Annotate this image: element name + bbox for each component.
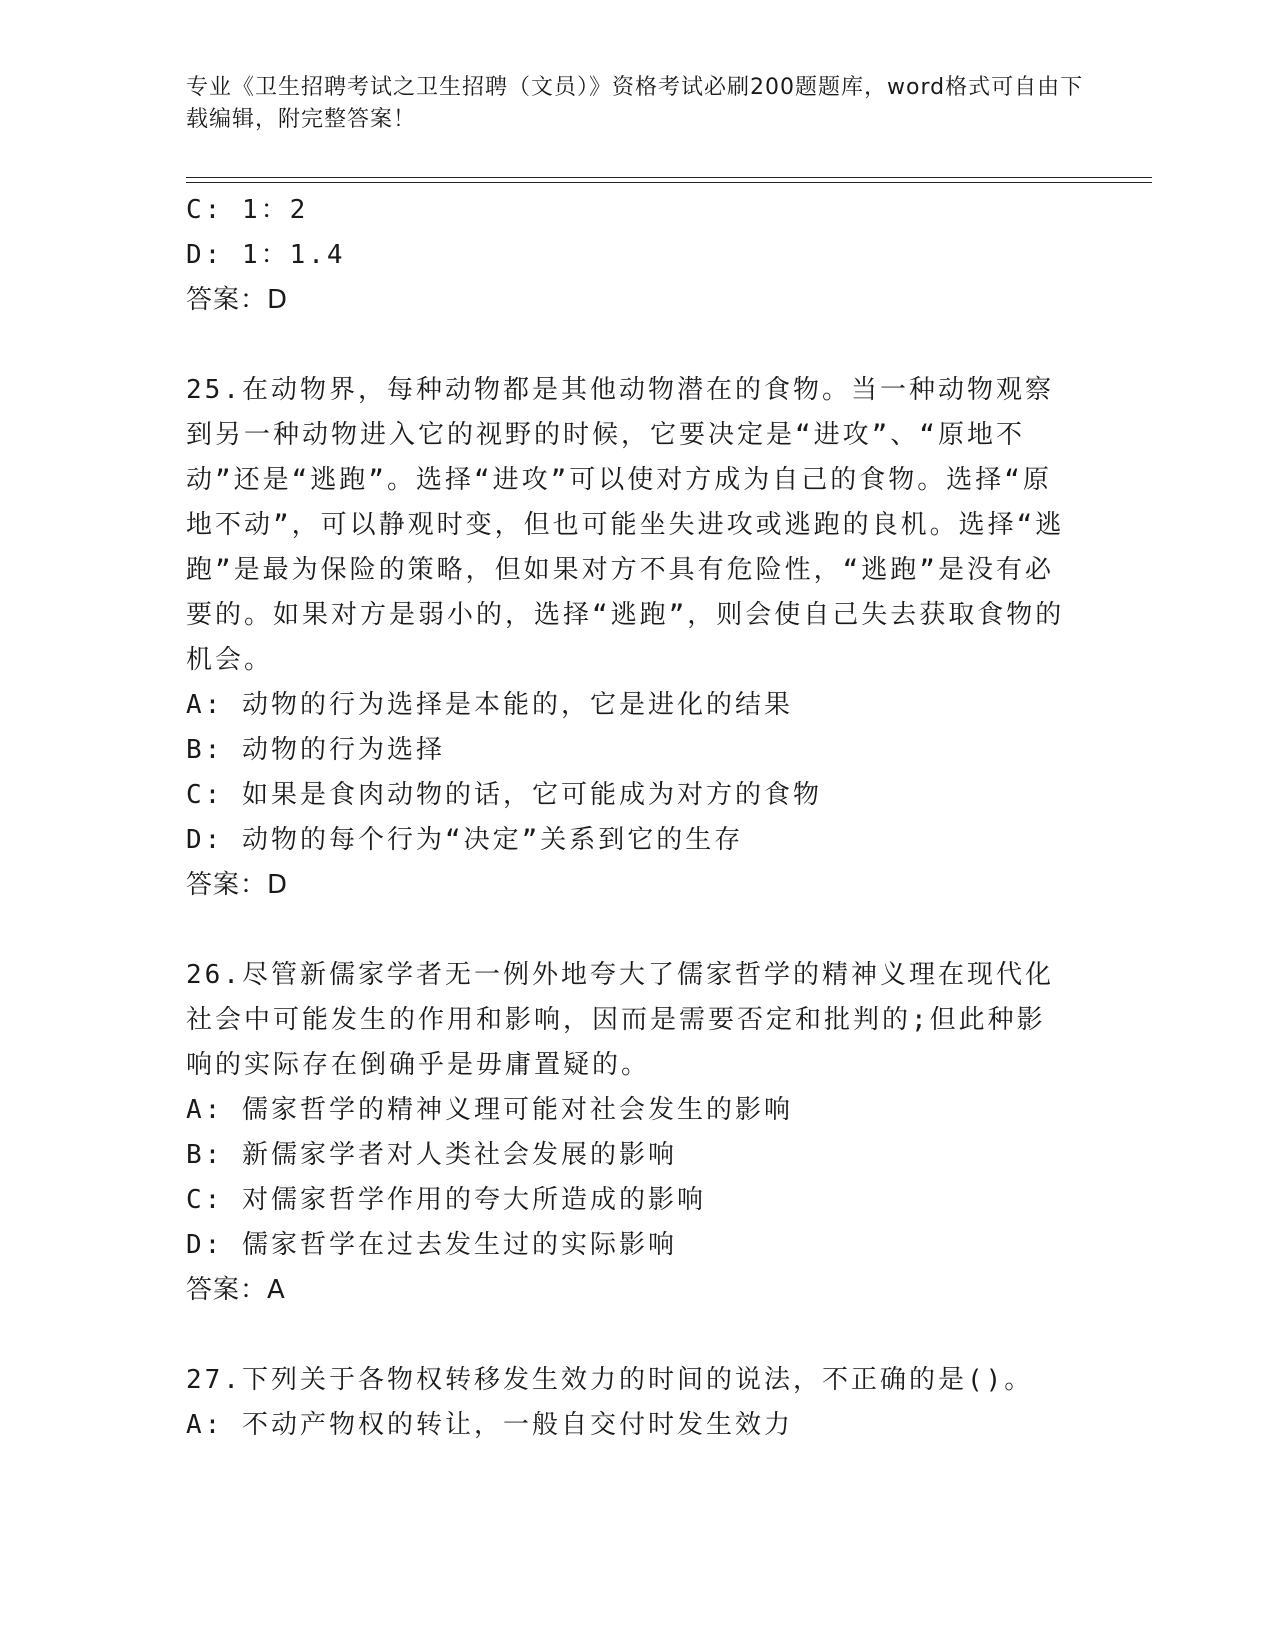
option-c: C: 对儒家哲学作用的夸大所造成的影响: [186, 1185, 706, 1215]
question-text: 25.在动物界，每种动物都是其他动物潜在的食物。当一种动物观察到另一种动物进入它的视野的时候，它要决定是“进攻”、“原地不动”还是“逃跑”。选择“进攻”可以使对方成为自己的食物。选择“原地不动”，可以静观时变，但也可能坐失进攻或逃跑的良机。选择“逃跑”是最为保险的策略，但如果对方不具有危险性，“逃跑”是没有必要的。如果对方是弱小的，选择“逃跑”，则会使自己失去获取食物的机会。: [186, 375, 1065, 675]
header-divider: [186, 177, 1152, 183]
option-b: B: 新儒家学者对人类社会发展的影响: [186, 1140, 677, 1170]
answer-line: 答案：D: [186, 285, 289, 315]
option-d: D: 1：1.4: [186, 240, 346, 270]
option-a: A: 不动产物权的转让，一般自交付时发生效力: [186, 1410, 793, 1440]
option-d: D: 动物的每个行为“决定”关系到它的生存: [186, 825, 744, 855]
option-c: C: 1：2: [186, 195, 309, 225]
option-a: A: 儒家哲学的精神义理可能对社会发生的影响: [186, 1095, 793, 1125]
question-25: [186, 368, 1146, 908]
answer-line: 答案：A: [186, 1275, 286, 1305]
option-d: D: 儒家哲学在过去发生过的实际影响: [186, 1230, 677, 1260]
document-header: 专业《卫生招聘考试之卫生招聘（文员）》资格考试必刷200题题库，word格式可自由下载编辑，附完整答案！: [186, 75, 1084, 132]
option-c: C: 如果是食肉动物的话，它可能成为对方的食物: [186, 780, 822, 810]
document-body: [186, 188, 1146, 1448]
question-text: 26.尽管新儒家学者无一例外地夸大了儒家哲学的精神义理在现代化社会中可能发生的作用和影响，因而是需要否定和批判的;但此种影响的实际存在倒确乎是毋庸置疑的。: [186, 960, 1054, 1080]
prev-question-tail: [186, 188, 1146, 323]
option-b: B: 动物的行为选择: [186, 735, 445, 765]
question-27: [186, 1358, 1146, 1448]
answer-line: 答案：D: [186, 870, 289, 900]
option-a: A: 动物的行为选择是本能的，它是进化的结果: [186, 690, 793, 720]
question-26: [186, 953, 1146, 1313]
question-text: 27.下列关于各物权转移发生效力的时间的说法，不正确的是()。: [186, 1365, 1034, 1395]
